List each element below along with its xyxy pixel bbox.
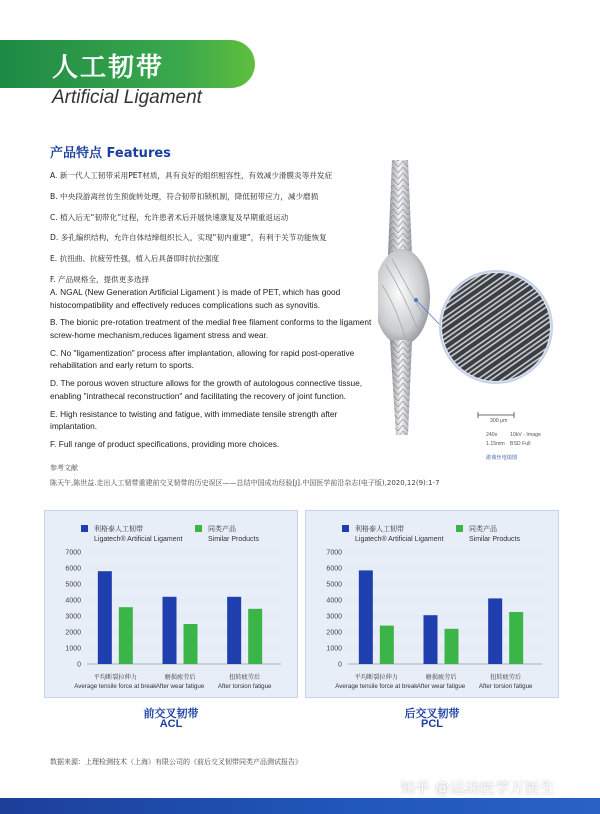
sem-scale-label: 300 μm	[490, 418, 508, 424]
pcl-x-label-cn: 扭转疲劳后	[490, 674, 522, 681]
sem-caption: 游离丝电镜图	[486, 455, 518, 461]
acl-x-label-cn: 磨损疲劳后	[164, 674, 196, 681]
sem-detector: BSD Full	[510, 441, 531, 447]
data-source-note: 数据来源：上理检测技术（上海）有限公司的《前后交叉韧带同类产品测试报告》	[50, 758, 302, 766]
acl-bar-0-1	[119, 607, 133, 664]
acl-bar-2-1	[248, 609, 262, 664]
watermark: 知乎 @运动医学万医生	[400, 779, 555, 797]
acl-bar-2-0	[227, 597, 241, 664]
pcl-x-label-en: After torsion fatigue	[478, 683, 533, 690]
pcl-x-label-cn: 磨损疲劳后	[425, 674, 457, 681]
feature-cn-item: D. 多孔编织结构，允许自体结缔组织长入，实现“韧内重建”，有利于关节功能恢复	[50, 233, 327, 243]
acl-legend-swatch-1	[195, 525, 202, 532]
pcl-y-tick-label: 5000	[326, 581, 342, 589]
pcl-y-tick-label: 1000	[326, 645, 342, 653]
pcl-x-label-cn: 平均断裂拉伸力	[354, 674, 398, 681]
pcl-legend-cn-0: 利格泰人工韧带	[355, 525, 404, 533]
acl-y-tick-label: 4000	[65, 597, 81, 605]
pcl-bar-0-1	[380, 626, 394, 664]
ligament-free-filament	[378, 249, 430, 345]
acl-x-label-en: After wear fatigue	[155, 683, 205, 690]
acl-chart-title: 前交叉韧带	[143, 707, 199, 720]
feature-en-item: B. The bionic pre-rotation treatment of the medial free filament conforms to the ligament screw-home mechanism,reduces ligament stress and wear.	[50, 317, 372, 340]
acl-x-label-en: After torsion fatigue	[217, 683, 272, 690]
page-title-en: Artificial Ligament	[52, 87, 202, 108]
acl-legend-cn-0: 利格泰人工韧带	[94, 525, 143, 533]
pcl-chart-title: 后交叉韧带	[404, 707, 460, 720]
features-heading: 产品特点 Features	[50, 146, 171, 161]
acl-y-tick-label: 2000	[65, 629, 81, 637]
references-label: 参考文献	[50, 464, 78, 472]
acl-y-tick-label: 5000	[65, 581, 81, 589]
feature-en-item: C. No "ligamentization" process after implantation, allowing for rapid post-operative rehabilitation and early return to sports.	[50, 347, 355, 371]
pcl-legend-swatch-1	[456, 525, 463, 532]
acl-chart-subtitle: ACL	[159, 718, 183, 730]
acl-chart-card	[44, 510, 298, 698]
pcl-chart-card	[305, 510, 559, 698]
acl-legend-en-0: Ligatech® Artificial Ligament	[94, 536, 183, 543]
sem-mode: 10kV - Image	[510, 432, 541, 438]
acl-legend-en-1: Similar Products	[208, 536, 259, 543]
feature-cn-item: F. 产品规格全，提供更多选择	[50, 274, 150, 284]
pcl-bar-0-0	[359, 570, 373, 664]
acl-y-tick-label: 3000	[65, 613, 81, 621]
pcl-y-tick-label: 4000	[326, 597, 342, 605]
pcl-legend-en-0: Ligatech® Artificial Ligament	[355, 536, 444, 543]
pcl-x-label-en: After wear fatigue	[416, 683, 466, 690]
pcl-y-tick-label: 2000	[326, 629, 342, 637]
pcl-x-label-en: Average tensile force at break	[335, 683, 418, 690]
feature-en-item: E. High resistance to twisting and fatigue, with immediate tensile strength after implantation.	[50, 408, 338, 432]
acl-y-tick-label: 6000	[65, 565, 81, 573]
pcl-legend-swatch-0	[342, 525, 349, 532]
pcl-legend-cn-1: 同类产品	[469, 525, 497, 533]
pcl-bar-2-0	[488, 598, 502, 664]
ligament-illustration	[378, 155, 578, 465]
pcl-bar-2-1	[509, 612, 523, 664]
feature-cn-item: C. 植入后无“韧带化”过程，允许患者术后开展快速康复及早期重返运动	[50, 212, 289, 222]
feature-cn-item: E. 抗扭曲、抗疲劳性强，植入后具备即时抗拉强度	[50, 254, 220, 264]
pcl-y-tick-label: 3000	[326, 613, 342, 621]
pcl-y-tick-label: 6000	[326, 565, 342, 573]
pcl-bar-chart	[306, 511, 560, 699]
acl-x-label-cn: 扭转疲劳后	[229, 674, 261, 681]
pcl-bar-1-1	[445, 629, 459, 664]
feature-cn-item: B. 中央段游离丝仿生预旋转处理，符合韧带扣锁机制，降低韧带应力，减少磨损	[50, 191, 319, 201]
features-cn-list	[50, 166, 380, 291]
acl-legend-swatch-0	[81, 525, 88, 532]
references-text: 陈天午,陈世益.走出人工韧带重建前交叉韧带的历史误区——总结中国成功经验[J].中国医学前沿杂志(电子版),2020,12(9):1-7	[50, 479, 440, 487]
acl-bar-1-1	[184, 624, 198, 664]
pcl-legend-en-1: Similar Products	[469, 536, 520, 543]
feature-cn-item: A. 新一代人工韧带采用PET材质，具有良好的组织相容性，有效减少滑膜炎等并发症	[50, 171, 333, 180]
features-en-list	[50, 286, 382, 456]
acl-y-tick-label: 0	[77, 661, 81, 669]
sem-working-distance: 1.15mm	[486, 441, 505, 447]
acl-bar-chart	[45, 511, 299, 699]
acl-y-tick-label: 7000	[65, 549, 81, 557]
acl-x-label-en: Average tensile force at break	[74, 683, 157, 690]
sem-magnification: 240x	[486, 432, 498, 438]
feature-en-item: F. Full range of product specifications, providing more choices.	[50, 438, 280, 449]
pcl-y-tick-label: 7000	[326, 549, 342, 557]
pcl-bar-1-0	[424, 615, 438, 664]
acl-bar-1-0	[163, 597, 177, 664]
pcl-chart-subtitle: PCL	[421, 718, 443, 730]
acl-legend-cn-1: 同类产品	[208, 525, 236, 533]
pcl-y-tick-label: 0	[338, 661, 342, 669]
page-title-cn: 人工韧带	[52, 53, 165, 83]
bottom-brand-bar	[0, 798, 600, 814]
feature-en-item: A. NGAL (New Generation Artificial Ligament ) is made of PET, which has good histocompatibility and effectively reduces complications such as synovitis.	[50, 287, 341, 310]
acl-x-label-cn: 平均断裂拉伸力	[93, 674, 137, 681]
acl-bar-0-0	[98, 571, 112, 664]
acl-y-tick-label: 1000	[65, 645, 81, 653]
feature-en-item: D. The porous woven structure allows for the growth of autologous connective tissue, enabling "intrathecal reconstruction" and facilitating the recovery of joint function.	[50, 378, 363, 401]
